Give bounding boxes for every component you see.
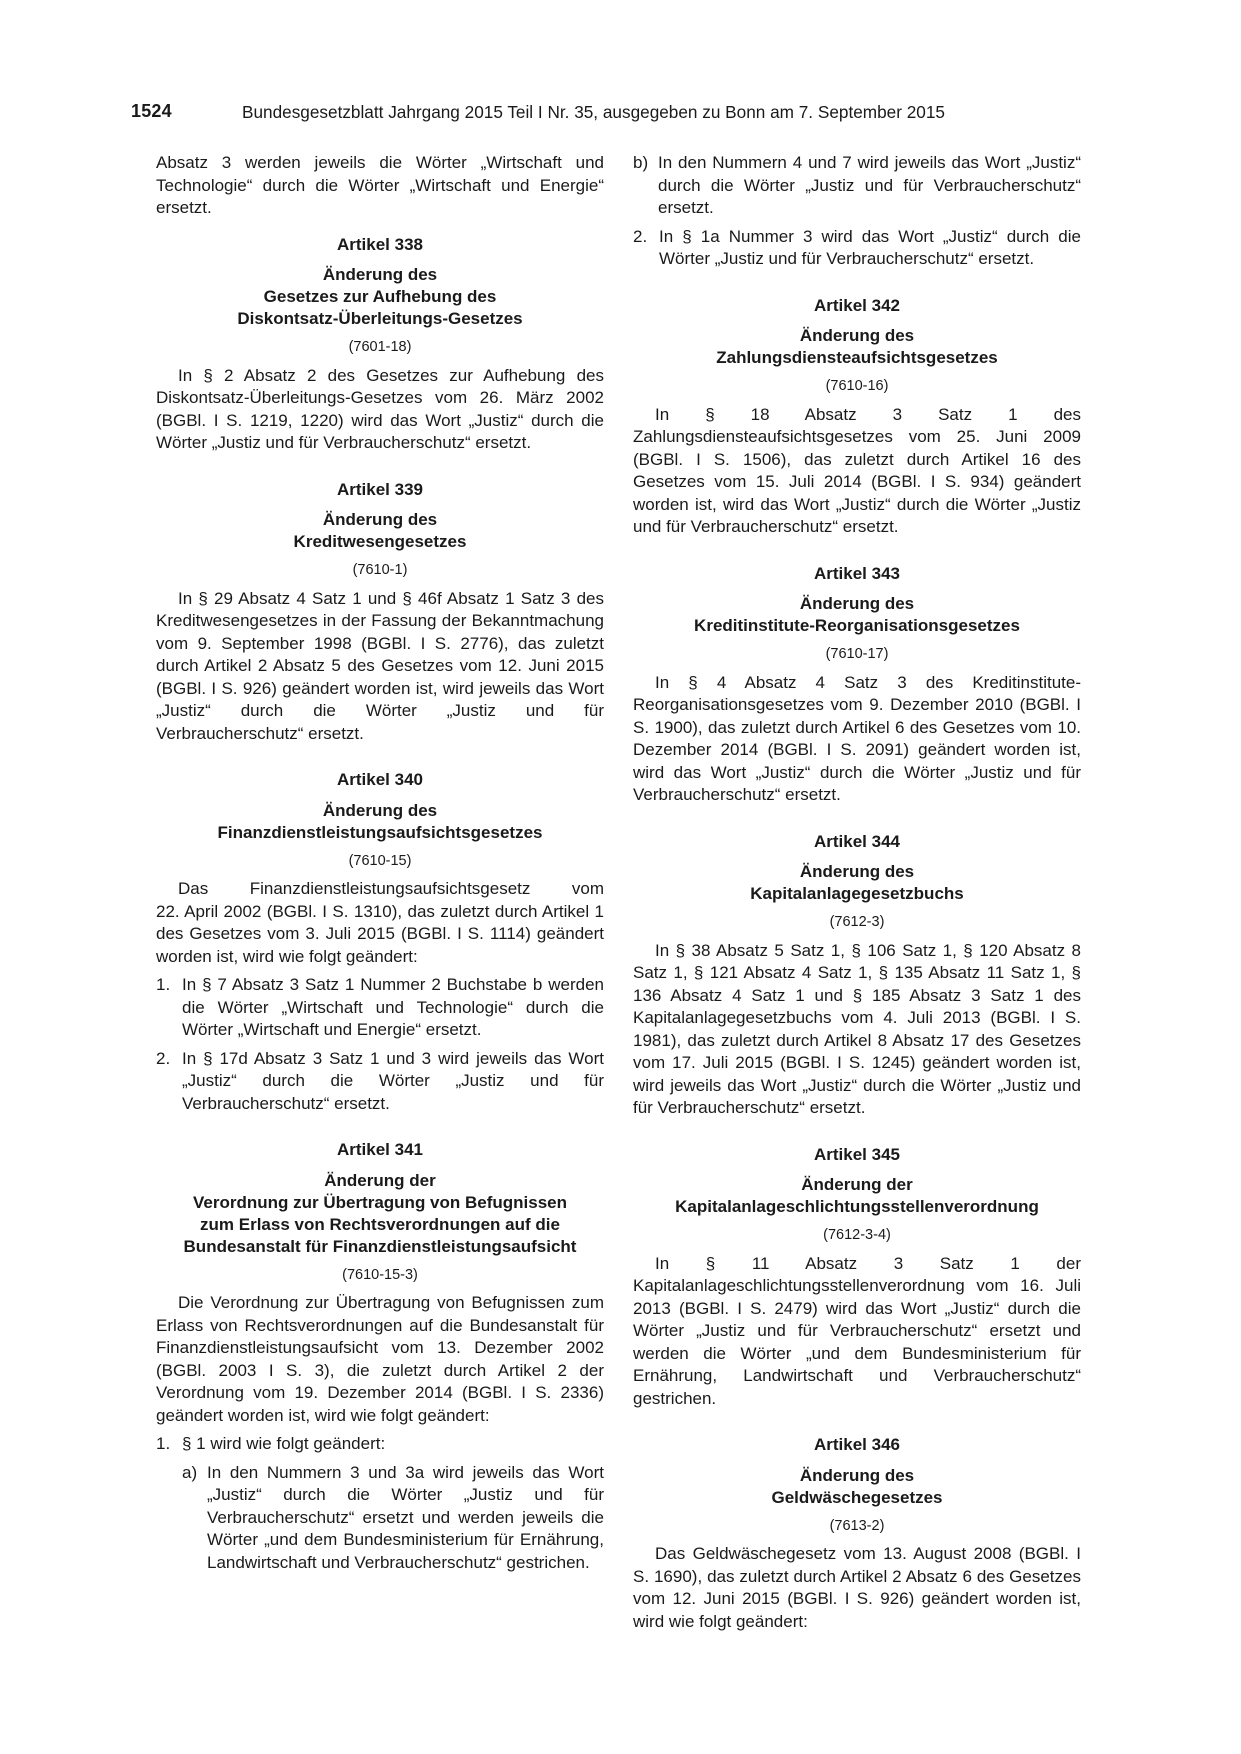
item-text: In § 7 Absatz 3 Satz 1 Nummer 2 Buchstabe b werden die Wörter „Wirtschaft und Technologie“ durch die Wörter „Wirtschaft und Energie“ ersetzt. — [182, 975, 604, 1039]
classification-code: (7612-3) — [829, 914, 885, 930]
article-body: In § 18 Absatz 3 Satz 1 des Zahlungsdiensteaufsichtsgesetzes vom 25. Juni 2009 (BGBl. I S. 1506), das zuletzt durch Artikel 16 des Gesetzes vom 15. Juli 2014 (BGBl. I S. 934) geändert worden ist, wird das Wort „Justiz“ durch die Wörter „Justiz und für Verbraucherschutz“ ersetzt. — [633, 404, 1081, 536]
classification-code: (7610-17) — [825, 646, 889, 662]
classification-code: (7613-2) — [829, 1517, 885, 1534]
article-number: Artikel 344 — [814, 831, 900, 851]
article-number: Artikel 345 — [814, 1144, 900, 1164]
article-number: Artikel 340 — [337, 770, 423, 789]
classification-code: (7612-3-4) — [823, 1227, 891, 1243]
article-body: In § 38 Absatz 5 Satz 1, § 106 Satz 1, § 120 Absatz 8 Satz 1, § 121 Absatz 4 Satz 1, § 135 Absatz 11 Satz 1, § 136 Absatz 4 Satz 1 und § 185 Absatz 3 Satz 1 des Kapitalanlagegesetzbuchs vom 4. Juli 2013 (BGBl. I S. 1981), das zuletzt durch Artikel 8 Absatz 17 des Gesetzes vom 17. Juli 2015 (BGBl. I S. 1245) geändert worden ist, wird jeweils das Wort „Justiz“ durch die Wörter „Justiz und für Verbraucherschutz“ ersetzt. — [633, 940, 1081, 1117]
article-title — [633, 1465, 1081, 1509]
item-text: In § 1a Nummer 3 wird das Wort „Justiz“ durch die Wörter „Justiz und für Verbraucherschutz“ ersetzt. — [659, 226, 1081, 268]
classification-code: (7610-15) — [348, 852, 412, 869]
article-body-first-line: Das Finanzdienstleistungsaufsichtsgesetz vom — [178, 879, 604, 898]
title-line: Zahlungsdiensteaufsichtsgesetzes — [716, 348, 998, 367]
article-title — [633, 1174, 1081, 1218]
left-column — [156, 152, 604, 1574]
title-line: Änderung der — [801, 1175, 913, 1194]
article-342 — [633, 295, 1081, 539]
article-number: Artikel 341 — [337, 1140, 423, 1159]
classification-code: (7610-1) — [352, 562, 408, 578]
sub-list-item — [633, 152, 1081, 220]
article-344 — [633, 831, 1081, 1120]
right-column — [633, 152, 1081, 1633]
title-line: Gesetzes zur Aufhebung des — [263, 287, 497, 306]
article-title — [156, 509, 604, 553]
article-body: 22. April 2002 (BGBl. I S. 1310), das zuletzt durch Artikel 1 des Gesetzes vom 3. Juli 2015 (BGBl. I S. 1114) geändert worden ist, wird wie folgt geändert: — [156, 901, 604, 966]
title-line: Änderung des — [799, 862, 915, 881]
article-341 — [156, 1139, 604, 1574]
item-text: In § 17d Absatz 3 Satz 1 und 3 wird jeweils das Wort „Justiz“ durch die Wörter „Justiz und für Verbraucherschutz“ ersetzt. — [182, 1048, 604, 1113]
article-title — [633, 325, 1081, 369]
classification-code: (7610-15-3) — [342, 1266, 418, 1283]
subitem-text: In den Nummern 4 und 7 wird jeweils das Wort „Justiz“ durch die Wörter „Justiz und für Verbraucherschutz“ ersetzt. — [658, 153, 1081, 217]
title-line: zum Erlass von Rechtsverordnungen auf die — [200, 1214, 560, 1234]
title-line: Änderung des — [322, 800, 438, 820]
classification-code: (7610-16) — [825, 378, 889, 394]
article-339 — [156, 479, 604, 746]
article-body: In § 29 Absatz 4 Satz 1 und § 46f Absatz 1 Satz 3 des Kreditwesengesetzes in der Fassung der Bekanntmachung vom 9. September 1998 (BGBl. I S. 2776), das zuletzt durch Artikel 2 Absatz 5 des Gesetzes vom 12. Juni 2015 (BGBl. I S. 926) geändert worden ist, wird jeweils das Wort „Justiz“ durch die Wörter „Justiz und für Verbraucherschutz“ ersetzt. — [156, 588, 604, 743]
article-body: Die Verordnung zur Übertragung von Befugnissen zum Erlass von Rechtsverordnungen auf die Bundesanstalt für Finanzdienstleistungsaufsicht vom 13. Dezember 2002 (BGBl. 2003 I S. 3), die zuletzt durch Artikel 2 der Verordnung vom 19. Dezember 2014 (BGBl. I S. 2336) geändert worden ist, wird wie folgt geändert: — [156, 1293, 604, 1425]
article-body: In § 2 Absatz 2 des Gesetzes zur Aufhebung des Diskontsatz-Überleitungs-Gesetzes vom 26. März 2002 (BGBl. I S. 1219, 1220) wird das Wort „Justiz“ durch die Wörter „Justiz und für Verbraucherschutz“ ersetzt. — [156, 365, 604, 452]
article-title — [633, 593, 1081, 637]
title-line: Kreditinstitute-Reorganisationsgesetzes — [694, 616, 1020, 635]
item-number: 1. — [156, 1434, 171, 1453]
article-340 — [156, 769, 604, 1115]
article-number: Artikel 342 — [814, 295, 900, 315]
article-body: In § 11 Absatz 3 Satz 1 der Kapitalanlageschlichtungsstellenverordnung vom 16. Juli 2013 (BGBl. I S. 2479) wird das Wort „Justiz“ durch die Wörter „Justiz und für Verbraucherschutz“ ersetzt und werden die Wörter „und dem Bundesministerium für Ernährung, Landwirtschaft und Verbraucherschutz“ gestrichen. — [633, 1253, 1081, 1408]
classification-code: (7601-18) — [348, 339, 412, 355]
article-title — [156, 1170, 604, 1258]
list-item — [156, 1433, 604, 1456]
article-title — [156, 800, 604, 844]
article-346 — [633, 1434, 1081, 1633]
title-line: Geldwäschegesetzes — [771, 1487, 943, 1507]
article-number: Artikel 343 — [814, 563, 900, 583]
list-item — [156, 1048, 604, 1116]
title-line: Verordnung zur Übertragung von Befugnissen — [192, 1192, 568, 1212]
sub-list-item — [156, 1462, 604, 1575]
subitem-letter: a) — [182, 1462, 198, 1482]
title-line: Änderung des — [799, 594, 915, 613]
title-line: Kapitalanlageschlichtungsstellenverordnung — [675, 1197, 1039, 1216]
subitem-text: In den Nummern 3 und 3a wird jeweils das Wort „Justiz“ durch die Wörter „Justiz und für Verbraucherschutz“ ersetzt und werden jeweils die Wörter „und dem Bundesministerium für Ernährung, Landwirtschaft und Verbraucherschutz“ gestrichen. — [207, 1462, 604, 1572]
list-item — [633, 226, 1081, 271]
title-line: Änderung des — [799, 1465, 915, 1485]
title-line: Änderung des — [322, 510, 438, 529]
list-item — [156, 974, 604, 1042]
item-text: § 1 wird wie folgt geändert: — [182, 1434, 386, 1453]
article-body: Das Geldwäschegesetz vom 13. August 2008 (BGBl. I S. 1690), das zuletzt durch Artikel 2 Absatz 6 des Gesetzes vom 12. Juni 2015 (BGBl. I S. 926) geändert worden ist, wird wie folgt geändert: — [633, 1544, 1081, 1631]
article-number: Artikel 338 — [337, 234, 423, 254]
article-number: Artikel 339 — [337, 479, 423, 499]
item-number: 1. — [156, 975, 171, 994]
subitem-letter: b) — [633, 153, 649, 172]
continuation-text: Absatz 3 werden jeweils die Wörter „Wirtschaft und Technologie“ durch die Wörter „Wirtschaft und Energie“ ersetzt. — [156, 153, 604, 217]
title-line: Kapitalanlagegesetzbuchs — [750, 884, 964, 903]
page-number: 1524 — [131, 101, 172, 121]
page-header — [131, 101, 1011, 127]
title-line: Finanzdienstleistungsaufsichtsgesetzes — [217, 822, 543, 842]
article-body: In § 4 Absatz 4 Satz 3 des Kreditinstitute-Reorganisationsgesetzes vom 9. Dezember 2010 (BGBl. I S. 1900), das zuletzt durch Artikel 6 des Gesetzes vom 10. Dezember 2014 (BGBl. I S. 2091) geändert worden ist, wird das Wort „Justiz“ durch die Wörter „Justiz und für Verbraucherschutz“ ersetzt. — [633, 672, 1081, 804]
title-line: Änderung der — [324, 1170, 436, 1190]
article-338 — [156, 234, 604, 455]
article-title — [633, 861, 1081, 905]
running-head: Bundesgesetzblatt Jahrgang 2015 Teil I Nr. 35, ausgegeben zu Bonn am 7. September 2015 — [242, 102, 945, 122]
item-number: 2. — [156, 1048, 171, 1068]
title-line: Kreditwesengesetzes — [293, 532, 467, 551]
title-line: Änderung des — [322, 265, 438, 284]
title-line: Bundesanstalt für Finanzdienstleistungsaufsicht — [183, 1236, 577, 1256]
item-number: 2. — [633, 226, 648, 246]
article-number: Artikel 346 — [814, 1435, 900, 1454]
title-line: Diskontsatz-Überleitungs-Gesetzes — [237, 309, 523, 328]
article-345 — [633, 1144, 1081, 1411]
title-line: Änderung des — [799, 326, 915, 345]
article-343 — [633, 563, 1081, 807]
article-title — [156, 264, 604, 330]
